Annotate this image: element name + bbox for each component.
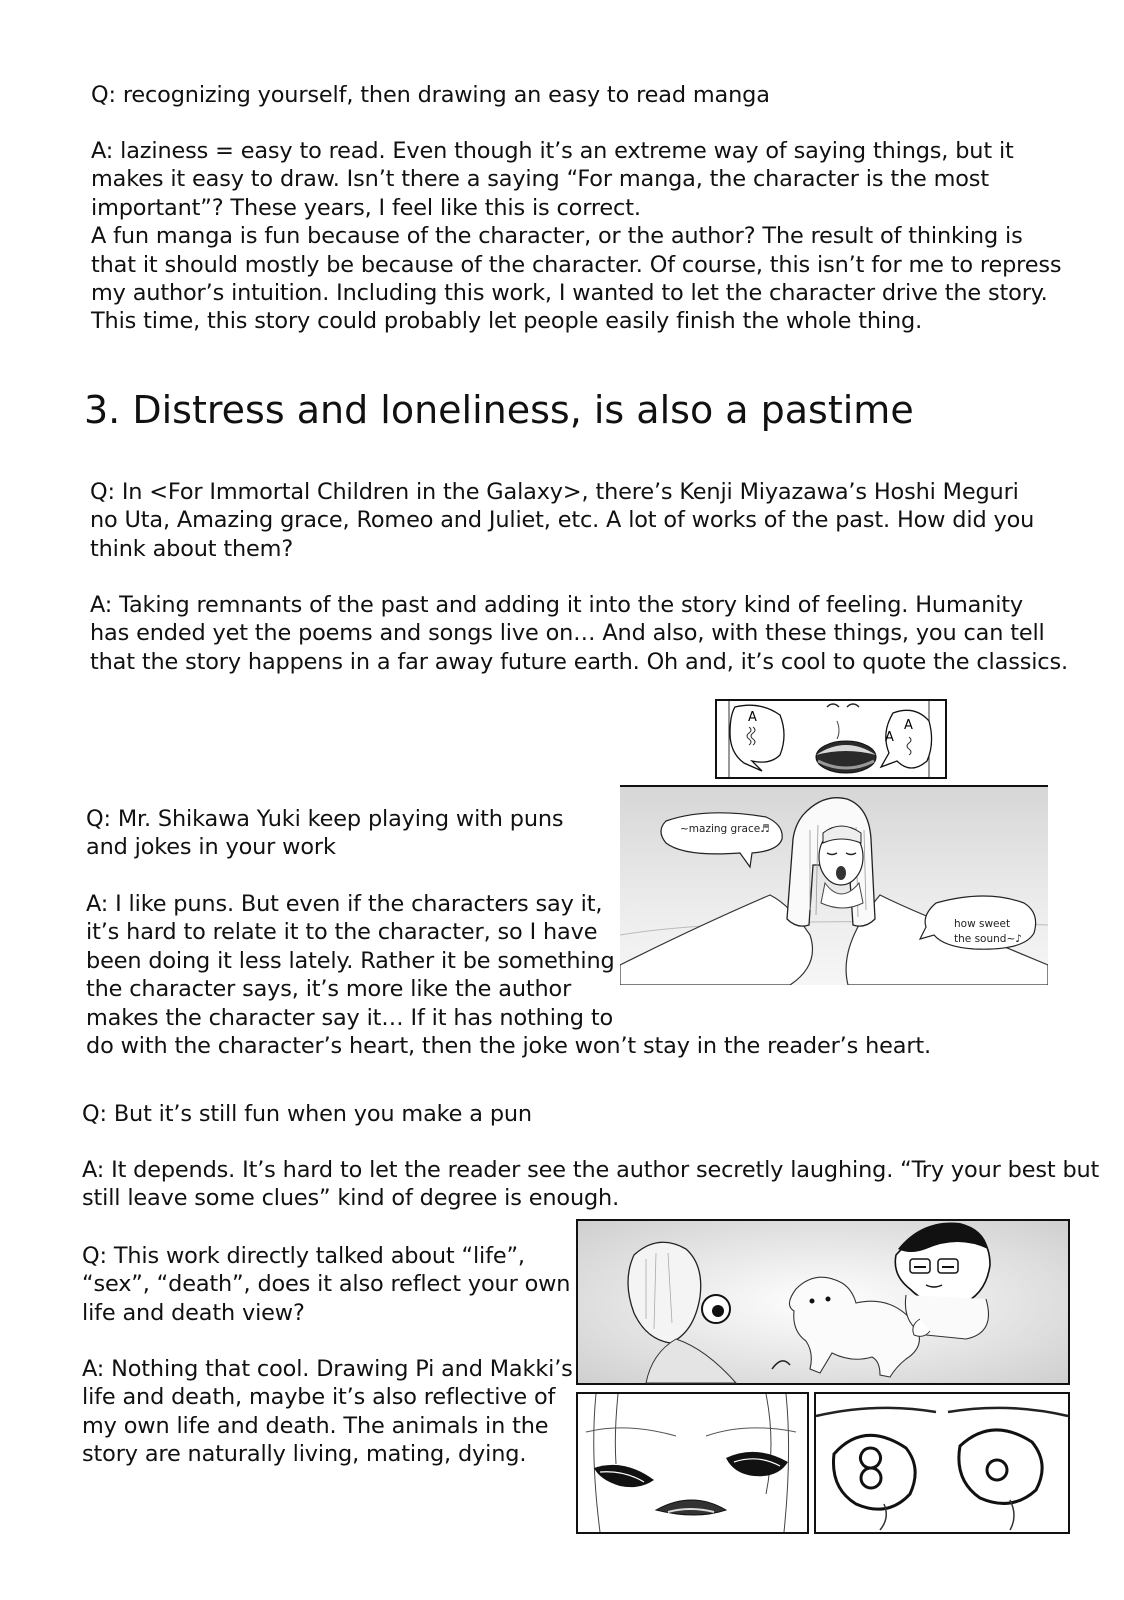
- answer-fun-pun: [82, 1156, 1099, 1213]
- question-puns: [86, 805, 563, 862]
- answer-easy-to-read: [91, 137, 1061, 336]
- text-line: “sex”, “death”, does it also reflect your own: [82, 1271, 571, 1298]
- text-line: think about them?: [90, 535, 294, 562]
- text-line: the character says, it’s more like the author: [86, 976, 572, 1003]
- text-line: A: It depends. It’s hard to let the reader see the author secretly laughing. “Try your best but: [82, 1157, 1100, 1183]
- answer-past-works: [90, 591, 1068, 676]
- manga-panel-face-right: [814, 1392, 1070, 1534]
- text-line: A fun manga is fun because of the character, or the author? The result of thinking is: [91, 223, 1023, 250]
- text-line: no Uta, Amazing grace, Romeo and Juliet, etc. A lot of works of the past. How did you: [90, 507, 1035, 534]
- text-line: A: Taking remnants of the past and adding it into the story kind of feeling. Humanity: [90, 592, 1024, 618]
- manga-panel-mouth: [715, 699, 947, 779]
- manga-panel-dog: [576, 1219, 1070, 1385]
- section-heading: 3. Distress and loneliness, is also a pastime: [84, 388, 914, 432]
- singer-bubble-1-text: ~mazing grace♬: [680, 823, 770, 835]
- text-line: it’s hard to relate it to the character, so I have: [86, 919, 598, 946]
- text-line: This time, this story could probably let people easily finish the whole thing.: [91, 308, 923, 335]
- mouth-bubble-left-text: A: [748, 710, 757, 725]
- text-line: my own life and death. The animals in the: [82, 1412, 549, 1439]
- text-line: important”? These years, I feel like this is correct.: [91, 194, 641, 221]
- text-line: been doing it less lately. Rather it be something: [86, 947, 615, 974]
- text-line: do with the character’s heart, then the joke won’t stay in the reader’s heart.: [86, 1033, 931, 1060]
- text-line: has ended yet the poems and songs live on… And also, with these things, you can tell: [90, 620, 1045, 647]
- text-line: A: laziness = easy to read. Even though it’s an extreme way of saying things, but it: [91, 138, 1014, 164]
- text-line: Q: But it’s still fun when you make a pun: [82, 1101, 532, 1127]
- question-life-death: [82, 1242, 570, 1327]
- text-line: life and death view?: [82, 1299, 305, 1326]
- answer-puns: [86, 890, 931, 1060]
- question-past-works: [90, 478, 1034, 563]
- singer-bubble-2-text-line1: how sweet: [954, 918, 1011, 930]
- text-line: and jokes in your work: [86, 834, 336, 861]
- text-line: Q: In <For Immortal Children in the Galaxy>, there’s Kenji Miyazawa’s Hoshi Meguri: [90, 479, 1019, 505]
- question-easy-to-read: [91, 81, 770, 109]
- text-line: story are naturally living, mating, dying.: [82, 1441, 527, 1468]
- manga-panel-face-left: [576, 1392, 809, 1534]
- text-line: A: Nothing that cool. Drawing Pi and Makki’s: [82, 1356, 573, 1382]
- text-line: still leave some clues” kind of degree is enough.: [82, 1185, 620, 1212]
- singer-bubble-2-text-line2: the sound~♪: [954, 933, 1022, 945]
- question-fun-pun: [82, 1100, 532, 1128]
- text-line: life and death, maybe it’s also reflective of: [82, 1384, 556, 1411]
- text-line: makes it easy to draw. Isn’t there a saying “For manga, the character is the most: [91, 166, 989, 193]
- mouth-bubble-right-text-1: A: [904, 718, 913, 733]
- text-line: Q: Mr. Shikawa Yuki keep playing with puns: [86, 806, 564, 832]
- text-line: Q: recognizing yourself, then drawing an easy to read manga: [91, 82, 770, 108]
- text-line: that the story happens in a far away future earth. Oh and, it’s cool to quote the classics.: [90, 648, 1068, 675]
- mouth-bubble-right-text-2: A: [885, 730, 894, 745]
- text-line: A: I like puns. But even if the characters say it,: [86, 891, 603, 917]
- text-line: makes the character say it… If it has nothing to: [86, 1004, 614, 1031]
- text-line: that it should mostly be because of the character. Of course, this isn’t for me to repress: [91, 251, 1062, 278]
- text-line: Q: This work directly talked about “life”,: [82, 1243, 525, 1269]
- answer-life-death: [82, 1355, 573, 1469]
- text-line: my author’s intuition. Including this work, I wanted to let the character drive the story.: [91, 280, 1048, 307]
